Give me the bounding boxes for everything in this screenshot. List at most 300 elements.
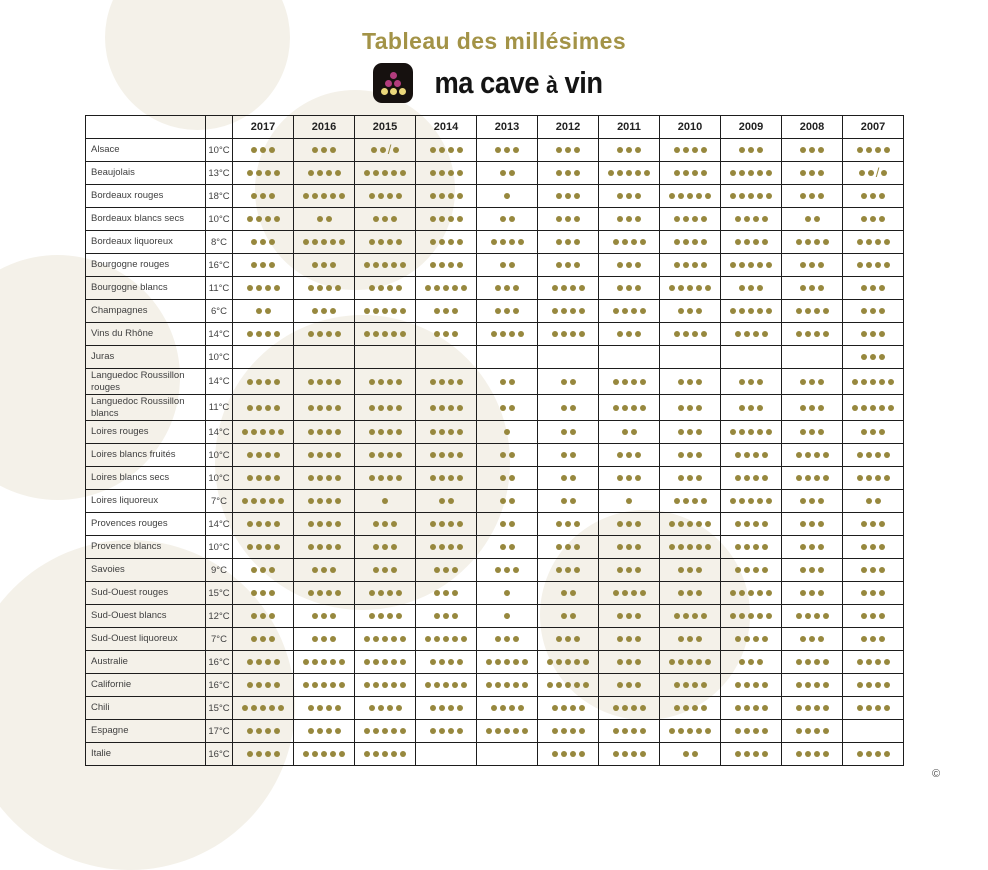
rating-dot bbox=[326, 705, 332, 711]
rating-dot bbox=[561, 285, 567, 291]
rating-dots bbox=[843, 165, 903, 180]
rating-dot bbox=[556, 239, 562, 245]
rating-dot bbox=[866, 147, 872, 153]
rating-cell-2009 bbox=[721, 395, 782, 421]
rating-dot bbox=[570, 498, 576, 504]
rating-cell-2017 bbox=[233, 444, 294, 467]
rating-cell-2008 bbox=[782, 536, 843, 559]
rating-dot bbox=[443, 285, 449, 291]
serving-temperature: 11°C bbox=[206, 277, 233, 300]
rating-dot bbox=[818, 521, 824, 527]
rating-dot bbox=[500, 170, 506, 176]
rating-dot bbox=[617, 659, 623, 665]
rating-dot bbox=[269, 498, 275, 504]
rating-dot bbox=[312, 567, 318, 573]
rating-dots bbox=[782, 544, 842, 550]
table-row bbox=[86, 720, 904, 743]
rating-dot bbox=[457, 659, 463, 665]
rating-dot bbox=[888, 379, 894, 385]
rating-dot bbox=[256, 331, 262, 337]
rating-dot bbox=[879, 331, 885, 337]
rating-dot bbox=[317, 331, 323, 337]
rating-dot bbox=[674, 613, 680, 619]
rating-dots bbox=[660, 475, 720, 481]
rating-dot bbox=[748, 613, 754, 619]
rating-cell-2010 bbox=[660, 720, 721, 743]
rating-dot bbox=[339, 239, 345, 245]
rating-dot bbox=[308, 498, 314, 504]
rating-cell-2012 bbox=[538, 651, 599, 674]
rating-dots bbox=[294, 498, 354, 504]
rating-dot bbox=[439, 239, 445, 245]
rating-dot bbox=[570, 308, 576, 314]
rating-cell-2012 bbox=[538, 605, 599, 628]
rating-dots bbox=[782, 705, 842, 711]
rating-dot bbox=[692, 682, 698, 688]
rating-dots bbox=[294, 147, 354, 153]
brand-logo bbox=[0, 61, 988, 105]
rating-dot bbox=[308, 405, 314, 411]
rating-dot bbox=[509, 475, 515, 481]
rating-dot bbox=[430, 452, 436, 458]
rating-dot bbox=[852, 405, 858, 411]
rating-dots bbox=[477, 147, 537, 153]
rating-dots bbox=[721, 728, 781, 734]
rating-dot bbox=[626, 544, 632, 550]
rating-dot bbox=[879, 429, 885, 435]
rating-dot bbox=[387, 405, 393, 411]
rating-dot bbox=[744, 216, 750, 222]
rating-dot bbox=[321, 636, 327, 642]
rating-dot bbox=[579, 705, 585, 711]
rating-dots bbox=[782, 659, 842, 665]
rating-dot bbox=[260, 147, 266, 153]
rating-dot bbox=[753, 728, 759, 734]
rating-cell-2007 bbox=[843, 559, 904, 582]
rating-dot bbox=[391, 751, 397, 757]
rating-cell-2014 bbox=[416, 346, 477, 369]
rating-dot bbox=[518, 331, 524, 337]
rating-dot bbox=[861, 636, 867, 642]
rating-dot bbox=[457, 262, 463, 268]
rating-dot bbox=[382, 216, 388, 222]
rating-cell-2009 bbox=[721, 513, 782, 536]
region-label: Sud-Ouest liquoreux bbox=[86, 628, 206, 651]
region-label: Beaujolais bbox=[86, 162, 206, 185]
rating-dot bbox=[762, 682, 768, 688]
rating-dot bbox=[744, 331, 750, 337]
rating-dot bbox=[317, 728, 323, 734]
rating-dot bbox=[326, 521, 332, 527]
rating-dot bbox=[278, 498, 284, 504]
rating-dots bbox=[660, 544, 720, 550]
rating-dot bbox=[439, 659, 445, 665]
rating-dot bbox=[631, 751, 637, 757]
rating-cell-2013 bbox=[477, 346, 538, 369]
rating-cell-2007 bbox=[843, 467, 904, 490]
rating-dot bbox=[870, 308, 876, 314]
rating-dot bbox=[430, 262, 436, 268]
rating-dot bbox=[547, 659, 553, 665]
region-label: Champagnes bbox=[86, 300, 206, 323]
rating-dots bbox=[233, 170, 293, 176]
rating-dot bbox=[622, 239, 628, 245]
rating-cell-2011 bbox=[599, 139, 660, 162]
rating-dots bbox=[660, 705, 720, 711]
rating-dot bbox=[260, 239, 266, 245]
rating-dot bbox=[626, 193, 632, 199]
table-row bbox=[86, 674, 904, 697]
rating-dot bbox=[687, 429, 693, 435]
rating-dot bbox=[504, 682, 510, 688]
rating-dot bbox=[274, 170, 280, 176]
rating-dot bbox=[687, 379, 693, 385]
rating-dot bbox=[387, 239, 393, 245]
rating-dot bbox=[265, 751, 271, 757]
rating-cell-2011 bbox=[599, 369, 660, 395]
rating-cell-2010 bbox=[660, 369, 721, 395]
rating-dot bbox=[391, 521, 397, 527]
rating-dot bbox=[378, 379, 384, 385]
rating-dot bbox=[369, 705, 375, 711]
rating-dot bbox=[805, 659, 811, 665]
rating-cell-2012 bbox=[538, 395, 599, 421]
rating-dot bbox=[321, 262, 327, 268]
rating-dots bbox=[355, 705, 415, 711]
rating-dot bbox=[622, 405, 628, 411]
rating-dot bbox=[500, 239, 506, 245]
rating-dot bbox=[335, 728, 341, 734]
rating-dot bbox=[687, 544, 693, 550]
rating-dot bbox=[391, 636, 397, 642]
rating-dot bbox=[335, 475, 341, 481]
rating-dot bbox=[617, 567, 623, 573]
rating-cell-2010 bbox=[660, 162, 721, 185]
rating-dots bbox=[721, 429, 781, 435]
rating-dot bbox=[626, 613, 632, 619]
rating-dot bbox=[387, 429, 393, 435]
rating-dots bbox=[355, 498, 415, 504]
rating-dot bbox=[439, 170, 445, 176]
rating-dot bbox=[622, 705, 628, 711]
rating-cell-2007 bbox=[843, 300, 904, 323]
rating-dots bbox=[294, 659, 354, 665]
rating-dot bbox=[396, 285, 402, 291]
rating-dot bbox=[448, 193, 454, 199]
rating-dot bbox=[373, 331, 379, 337]
rating-dot bbox=[391, 170, 397, 176]
rating-dot bbox=[561, 452, 567, 458]
rating-dots bbox=[538, 147, 598, 153]
rating-dots bbox=[599, 728, 659, 734]
rating-dot bbox=[251, 193, 257, 199]
rating-dot bbox=[570, 728, 576, 734]
rating-dots bbox=[233, 498, 293, 504]
rating-dots bbox=[782, 147, 842, 153]
rating-dot bbox=[687, 285, 693, 291]
rating-dot bbox=[735, 751, 741, 757]
rating-dots bbox=[233, 452, 293, 458]
rating-cell-2007 bbox=[843, 513, 904, 536]
rating-dots bbox=[538, 193, 598, 199]
rating-dot bbox=[265, 659, 271, 665]
rating-dot bbox=[500, 498, 506, 504]
rating-dot bbox=[879, 636, 885, 642]
rating-dot bbox=[373, 636, 379, 642]
rating-dot bbox=[308, 705, 314, 711]
rating-dot bbox=[870, 429, 876, 435]
rating-dots bbox=[843, 475, 903, 481]
rating-dot bbox=[430, 216, 436, 222]
rating-dot bbox=[396, 429, 402, 435]
rating-dot bbox=[870, 331, 876, 337]
serving-temperature: 12°C bbox=[206, 605, 233, 628]
rating-dot bbox=[626, 452, 632, 458]
rating-cell-2007 bbox=[843, 185, 904, 208]
rating-dots bbox=[599, 705, 659, 711]
rating-dot bbox=[570, 751, 576, 757]
rating-cell-2007 bbox=[843, 231, 904, 254]
rating-dot bbox=[452, 682, 458, 688]
rating-dots bbox=[843, 216, 903, 222]
rating-cell-2017 bbox=[233, 628, 294, 651]
rating-dot bbox=[247, 452, 253, 458]
rating-dot bbox=[556, 147, 562, 153]
rating-dot bbox=[640, 705, 646, 711]
year-header-2017: 2017 bbox=[233, 116, 294, 139]
region-label: Espagne bbox=[86, 720, 206, 743]
rating-dots bbox=[416, 262, 476, 268]
rating-cell-2011 bbox=[599, 651, 660, 674]
rating-cell-2012 bbox=[538, 231, 599, 254]
rating-cell-2013 bbox=[477, 743, 538, 766]
rating-dots bbox=[416, 567, 476, 573]
rating-dots bbox=[660, 239, 720, 245]
rating-dot bbox=[823, 728, 829, 734]
rating-dots bbox=[416, 613, 476, 619]
rating-dot bbox=[744, 239, 750, 245]
rating-dots bbox=[843, 354, 903, 360]
rating-dot bbox=[753, 521, 759, 527]
rating-dot bbox=[561, 705, 567, 711]
rating-cell-2017 bbox=[233, 369, 294, 395]
rating-dot bbox=[382, 262, 388, 268]
rating-dot bbox=[635, 452, 641, 458]
rating-cell-2010 bbox=[660, 185, 721, 208]
rating-dot bbox=[312, 239, 318, 245]
rating-dots bbox=[294, 728, 354, 734]
rating-dot bbox=[757, 379, 763, 385]
rating-dots bbox=[721, 331, 781, 337]
rating-cell-2011 bbox=[599, 208, 660, 231]
rating-dot bbox=[674, 682, 680, 688]
rating-dot bbox=[884, 147, 890, 153]
rating-dot bbox=[762, 567, 768, 573]
rating-cell-2013 bbox=[477, 651, 538, 674]
rating-dot bbox=[500, 262, 506, 268]
rating-dot bbox=[335, 331, 341, 337]
rating-dot bbox=[265, 405, 271, 411]
rating-dot bbox=[491, 239, 497, 245]
rating-dot bbox=[884, 751, 890, 757]
table-row bbox=[86, 651, 904, 674]
rating-dot bbox=[796, 751, 802, 757]
rating-dot bbox=[561, 728, 567, 734]
rating-cell-2009 bbox=[721, 277, 782, 300]
rating-dots bbox=[416, 308, 476, 314]
vintage-table bbox=[85, 115, 904, 766]
rating-dots bbox=[355, 262, 415, 268]
rating-dot bbox=[369, 239, 375, 245]
rating-cell-2017 bbox=[233, 421, 294, 444]
corner-empty-cell bbox=[86, 116, 206, 139]
rating-dot bbox=[382, 308, 388, 314]
rating-dot bbox=[452, 613, 458, 619]
rating-dots bbox=[538, 682, 598, 688]
rating-dot bbox=[879, 567, 885, 573]
rating-dot bbox=[701, 705, 707, 711]
rating-dot bbox=[396, 705, 402, 711]
rating-dot bbox=[814, 452, 820, 458]
rating-dot bbox=[430, 379, 436, 385]
rating-dot bbox=[380, 147, 386, 153]
rating-dot bbox=[522, 682, 528, 688]
rating-cell-2011 bbox=[599, 231, 660, 254]
rating-dot bbox=[561, 751, 567, 757]
rating-dot bbox=[321, 239, 327, 245]
rating-dot bbox=[814, 308, 820, 314]
table-row bbox=[86, 162, 904, 185]
rating-dot bbox=[430, 544, 436, 550]
rating-dot bbox=[260, 498, 266, 504]
rating-dots bbox=[782, 239, 842, 245]
rating-dots bbox=[660, 331, 720, 337]
rating-dot bbox=[852, 379, 858, 385]
rating-dot bbox=[674, 705, 680, 711]
rating-dots bbox=[355, 170, 415, 176]
logo-dot bbox=[390, 72, 397, 79]
rating-dot bbox=[875, 262, 881, 268]
rating-dots bbox=[538, 544, 598, 550]
year-header-2008: 2008 bbox=[782, 116, 843, 139]
serving-temperature: 16°C bbox=[206, 254, 233, 277]
rating-dot bbox=[879, 285, 885, 291]
rating-dot bbox=[617, 636, 623, 642]
rating-dot bbox=[373, 521, 379, 527]
rating-dot bbox=[500, 379, 506, 385]
rating-dot bbox=[579, 331, 585, 337]
rating-dot bbox=[805, 751, 811, 757]
rating-dot bbox=[495, 147, 501, 153]
rating-dot bbox=[443, 590, 449, 596]
rating-cell-2016 bbox=[294, 513, 355, 536]
rating-dot bbox=[303, 751, 309, 757]
rating-dot bbox=[425, 636, 431, 642]
rating-dots bbox=[660, 613, 720, 619]
rating-dots bbox=[416, 475, 476, 481]
rating-dot bbox=[674, 262, 680, 268]
rating-dot bbox=[400, 659, 406, 665]
rating-dot bbox=[326, 379, 332, 385]
rating-cell-2014 bbox=[416, 582, 477, 605]
rating-dot bbox=[884, 262, 890, 268]
rating-cell-2014 bbox=[416, 674, 477, 697]
rating-cell-2012 bbox=[538, 444, 599, 467]
rating-dots bbox=[355, 521, 415, 527]
rating-dot bbox=[439, 705, 445, 711]
rating-cell-2007 bbox=[843, 697, 904, 720]
rating-cell-2014 bbox=[416, 185, 477, 208]
rating-dot bbox=[861, 308, 867, 314]
rating-dot bbox=[495, 308, 501, 314]
rating-dot bbox=[626, 147, 632, 153]
rating-dot bbox=[439, 405, 445, 411]
rating-dot bbox=[870, 544, 876, 550]
rating-dot bbox=[495, 682, 501, 688]
rating-dot bbox=[430, 659, 436, 665]
rating-dot bbox=[321, 659, 327, 665]
rating-dot bbox=[739, 308, 745, 314]
rating-dots bbox=[294, 239, 354, 245]
rating-dot bbox=[260, 705, 266, 711]
rating-cell-2011 bbox=[599, 490, 660, 513]
rating-dot bbox=[744, 705, 750, 711]
rating-dot bbox=[378, 452, 384, 458]
rating-cell-2012 bbox=[538, 513, 599, 536]
rating-dot bbox=[805, 331, 811, 337]
rating-dot bbox=[321, 613, 327, 619]
rating-dot bbox=[278, 705, 284, 711]
rating-cell-2012 bbox=[538, 743, 599, 766]
rating-dot bbox=[739, 193, 745, 199]
rating-cell-2016 bbox=[294, 467, 355, 490]
rating-dot bbox=[635, 521, 641, 527]
rating-dot bbox=[457, 475, 463, 481]
rating-dots bbox=[355, 751, 415, 757]
rating-dot bbox=[626, 636, 632, 642]
rating-dot bbox=[692, 751, 698, 757]
rating-dot bbox=[364, 751, 370, 757]
rating-dot bbox=[335, 498, 341, 504]
rating-dots bbox=[538, 567, 598, 573]
serving-temperature: 8°C bbox=[206, 231, 233, 254]
rating-cell-2011 bbox=[599, 185, 660, 208]
rating-cell-2017 bbox=[233, 651, 294, 674]
rating-dots bbox=[721, 659, 781, 665]
rating-dot bbox=[382, 521, 388, 527]
rating-dots bbox=[294, 590, 354, 596]
rating-cell-2015 bbox=[355, 162, 416, 185]
rating-dots bbox=[416, 659, 476, 665]
rating-slash: / bbox=[875, 165, 880, 180]
rating-dot bbox=[866, 498, 872, 504]
rating-dot bbox=[762, 751, 768, 757]
rating-dots bbox=[843, 521, 903, 527]
rating-dot bbox=[513, 567, 519, 573]
rating-dot bbox=[753, 751, 759, 757]
rating-dot bbox=[330, 659, 336, 665]
rating-cell-2015 bbox=[355, 743, 416, 766]
rating-dot bbox=[330, 262, 336, 268]
rating-dot bbox=[274, 475, 280, 481]
rating-dot bbox=[701, 170, 707, 176]
region-label: Bordeaux rouges bbox=[86, 185, 206, 208]
rating-dot bbox=[265, 285, 271, 291]
rating-cell-2012 bbox=[538, 421, 599, 444]
rating-dot bbox=[861, 405, 867, 411]
rating-dot bbox=[561, 331, 567, 337]
rating-dot bbox=[753, 475, 759, 481]
